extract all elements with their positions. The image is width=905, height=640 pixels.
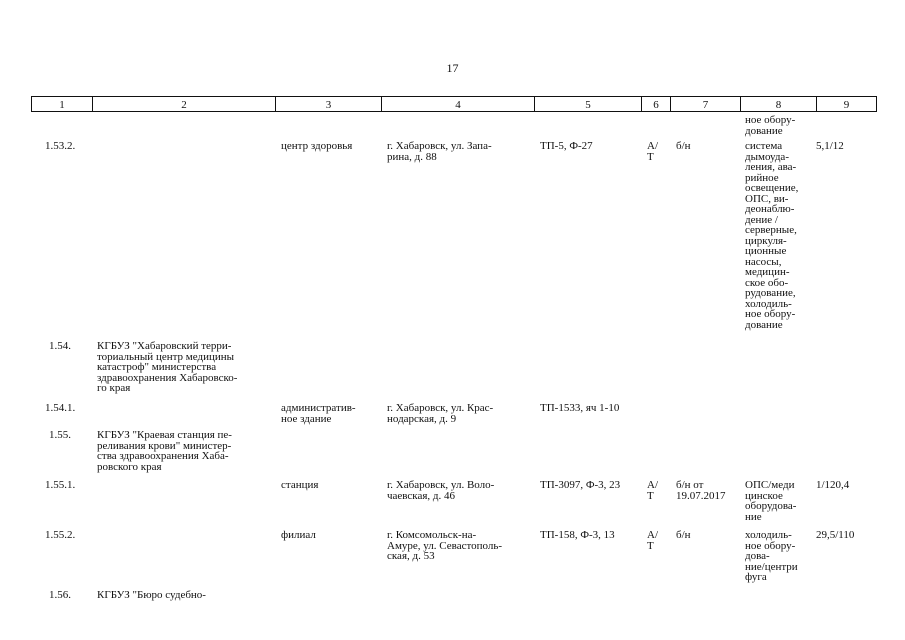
- row-id: 1.55.1.: [45, 479, 76, 491]
- page-number: 17: [446, 61, 459, 75]
- row-col6: А/ Т: [647, 140, 658, 163]
- carryover-equipment: ное обору- дование: [745, 114, 796, 137]
- row-col9: 29,5/110: [816, 529, 855, 541]
- row-tp: ТП-1533, яч 1-10: [540, 402, 620, 414]
- header-col-3: 3: [275, 96, 381, 112]
- header-col-6: 6: [641, 96, 670, 112]
- row-equipment: система дымоуда- ления, ава- рийное освещение, ОПС, ви- деонаблю- дение / серверные, циркуля- ционные насосы, медицин- ское обо- рудование, холодиль- ное обору- дование: [745, 140, 799, 331]
- row-object: филиал: [281, 529, 316, 541]
- row-tp: ТП-158, Ф-3, 13: [540, 529, 615, 541]
- row-object: центр здоровья: [281, 140, 353, 152]
- row-object: станция: [281, 479, 319, 491]
- header-col-8: 8: [740, 96, 816, 112]
- header-col-5: 5: [534, 96, 641, 112]
- row-col6: А/ Т: [647, 479, 658, 502]
- row-id: 1.56.: [49, 589, 71, 601]
- row-id: 1.55.: [49, 429, 71, 441]
- row-object: административ- ное здание: [281, 402, 356, 425]
- row-org: КГБУЗ "Краевая станция пе- реливания крови" министер- ства здравоохранения Хаба- ровского края: [97, 429, 232, 473]
- row-equipment: холодиль- ное обору- дова- ние/центри фуга: [745, 529, 798, 583]
- row-id: 1.54.: [49, 340, 71, 352]
- row-address: г. Хабаровск, ул. Запа- рина, д. 88: [387, 140, 492, 163]
- row-org: КГБУЗ "Бюро судебно-: [97, 589, 206, 601]
- header-col-7: 7: [670, 96, 740, 112]
- header-col-1: 1: [31, 96, 92, 112]
- row-tp: ТП-5, Ф-27: [540, 140, 593, 152]
- row-col7: б/н: [676, 140, 691, 152]
- row-equipment: ОПС/меди цинское оборудова- ние: [745, 479, 797, 523]
- row-address: г. Хабаровск, ул. Крас- нодарская, д. 9: [387, 402, 494, 425]
- row-col7: б/н: [676, 529, 691, 541]
- row-col9: 5,1/12: [816, 140, 844, 152]
- row-id: 1.55.2.: [45, 529, 76, 541]
- header-col-2: 2: [92, 96, 275, 112]
- header-col-4: 4: [381, 96, 534, 112]
- row-address: г. Хабаровск, ул. Воло- чаевская, д. 46: [387, 479, 495, 502]
- row-col6: А/ Т: [647, 529, 658, 552]
- row-org: КГБУЗ "Хабаровский терри- ториальный центр медицины катастроф" министерства здравоохранения Хабаровско- го края: [97, 340, 238, 394]
- row-id: 1.53.2.: [45, 140, 76, 152]
- row-address: г. Комсомольск-на- Амуре, ул. Севастополь- ская, д. 53: [387, 529, 503, 562]
- row-col7: б/н от 19.07.2017: [676, 479, 726, 502]
- header-col-9: 9: [816, 96, 877, 112]
- row-id: 1.54.1.: [45, 402, 76, 414]
- table-header-row: [31, 96, 877, 113]
- row-tp: ТП-3097, Ф-3, 23: [540, 479, 621, 491]
- row-col9: 1/120,4: [816, 479, 850, 491]
